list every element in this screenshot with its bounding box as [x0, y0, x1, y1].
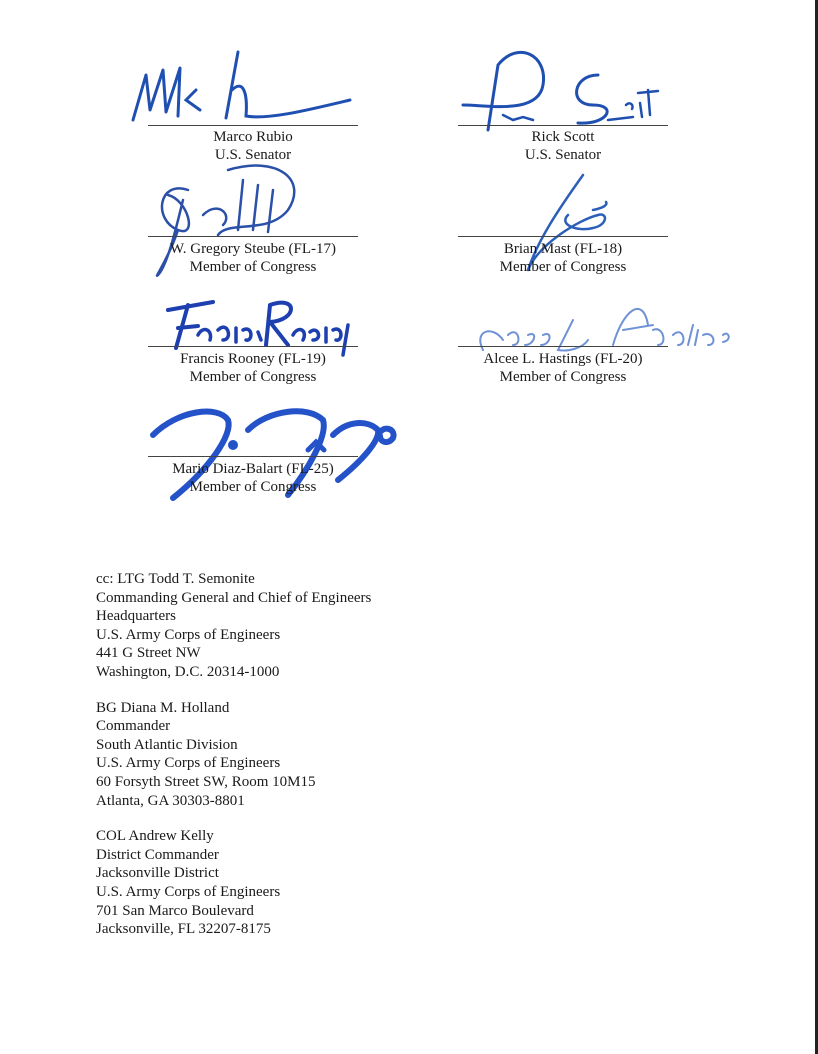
signer-title: Member of Congress — [499, 259, 627, 275]
signer-name: W. Gregory Steube (FL-17) — [169, 241, 337, 257]
cc-line: 60 Forsyth Street SW, Room 10M15 — [96, 773, 316, 790]
signature-block-diaz-balart — [148, 380, 358, 500]
signer-title: Member of Congress — [189, 259, 317, 275]
signature-block-rubio — [148, 50, 358, 170]
cc-line: District Commander — [96, 846, 219, 863]
signature-rubio — [128, 50, 368, 130]
cc-line: 701 San Marco Boulevard — [96, 902, 254, 919]
cc-line: Commanding General and Chief of Engineers — [96, 589, 372, 606]
cc-line: 441 G Street NW — [96, 645, 201, 662]
signature-block-mast — [458, 160, 668, 280]
cc-line: Atlanta, GA 30303-8801 — [96, 792, 245, 809]
cc-recipient-usace-hq — [96, 570, 596, 682]
cc-recipient-jacksonville — [96, 827, 596, 939]
signer-title: Member of Congress — [499, 369, 627, 385]
cc-line: Headquarters — [96, 608, 176, 625]
cc-line: Jacksonville, FL 32207-8175 — [96, 921, 271, 938]
cc-line: South Atlantic Division — [96, 736, 238, 753]
cc-line: Washington, D.C. 20314-1000 — [96, 663, 280, 680]
cc-recipient-south-atlantic — [96, 699, 596, 811]
cc-line: U.S. Army Corps of Engineers — [96, 883, 281, 900]
cc-line: COL Andrew Kelly — [96, 828, 214, 845]
signer-title: Member of Congress — [189, 479, 317, 495]
signature-block-hastings — [458, 270, 668, 390]
cc-line: Jacksonville District — [96, 865, 219, 882]
signer-title: U.S. Senator — [214, 147, 292, 163]
signer-name: Mario Diaz-Balart (FL-25) — [172, 461, 334, 477]
cc-line: BG Diana M. Holland — [96, 699, 230, 716]
signature-block-rooney — [148, 270, 358, 390]
signer-name: Alcee L. Hastings (FL-20) — [483, 351, 643, 367]
signer-name: Marco Rubio — [213, 129, 293, 145]
signer-name: Brian Mast (FL-18) — [503, 241, 623, 257]
cc-line: U.S. Army Corps of Engineers — [96, 626, 281, 643]
signer-name: Rick Scott — [531, 129, 595, 145]
cc-line: U.S. Army Corps of Engineers — [96, 755, 281, 772]
signature-block-scott — [458, 50, 668, 170]
signature-block-steube — [148, 160, 358, 280]
cc-distribution-list — [96, 570, 596, 956]
signature-scott — [458, 45, 678, 135]
cc-line: cc: LTG Todd T. Semonite — [96, 571, 255, 587]
cc-line: Commander — [96, 718, 171, 735]
signer-title: Member of Congress — [189, 369, 317, 385]
signer-name: Francis Rooney (FL-19) — [180, 351, 326, 367]
signer-title: U.S. Senator — [524, 147, 602, 163]
